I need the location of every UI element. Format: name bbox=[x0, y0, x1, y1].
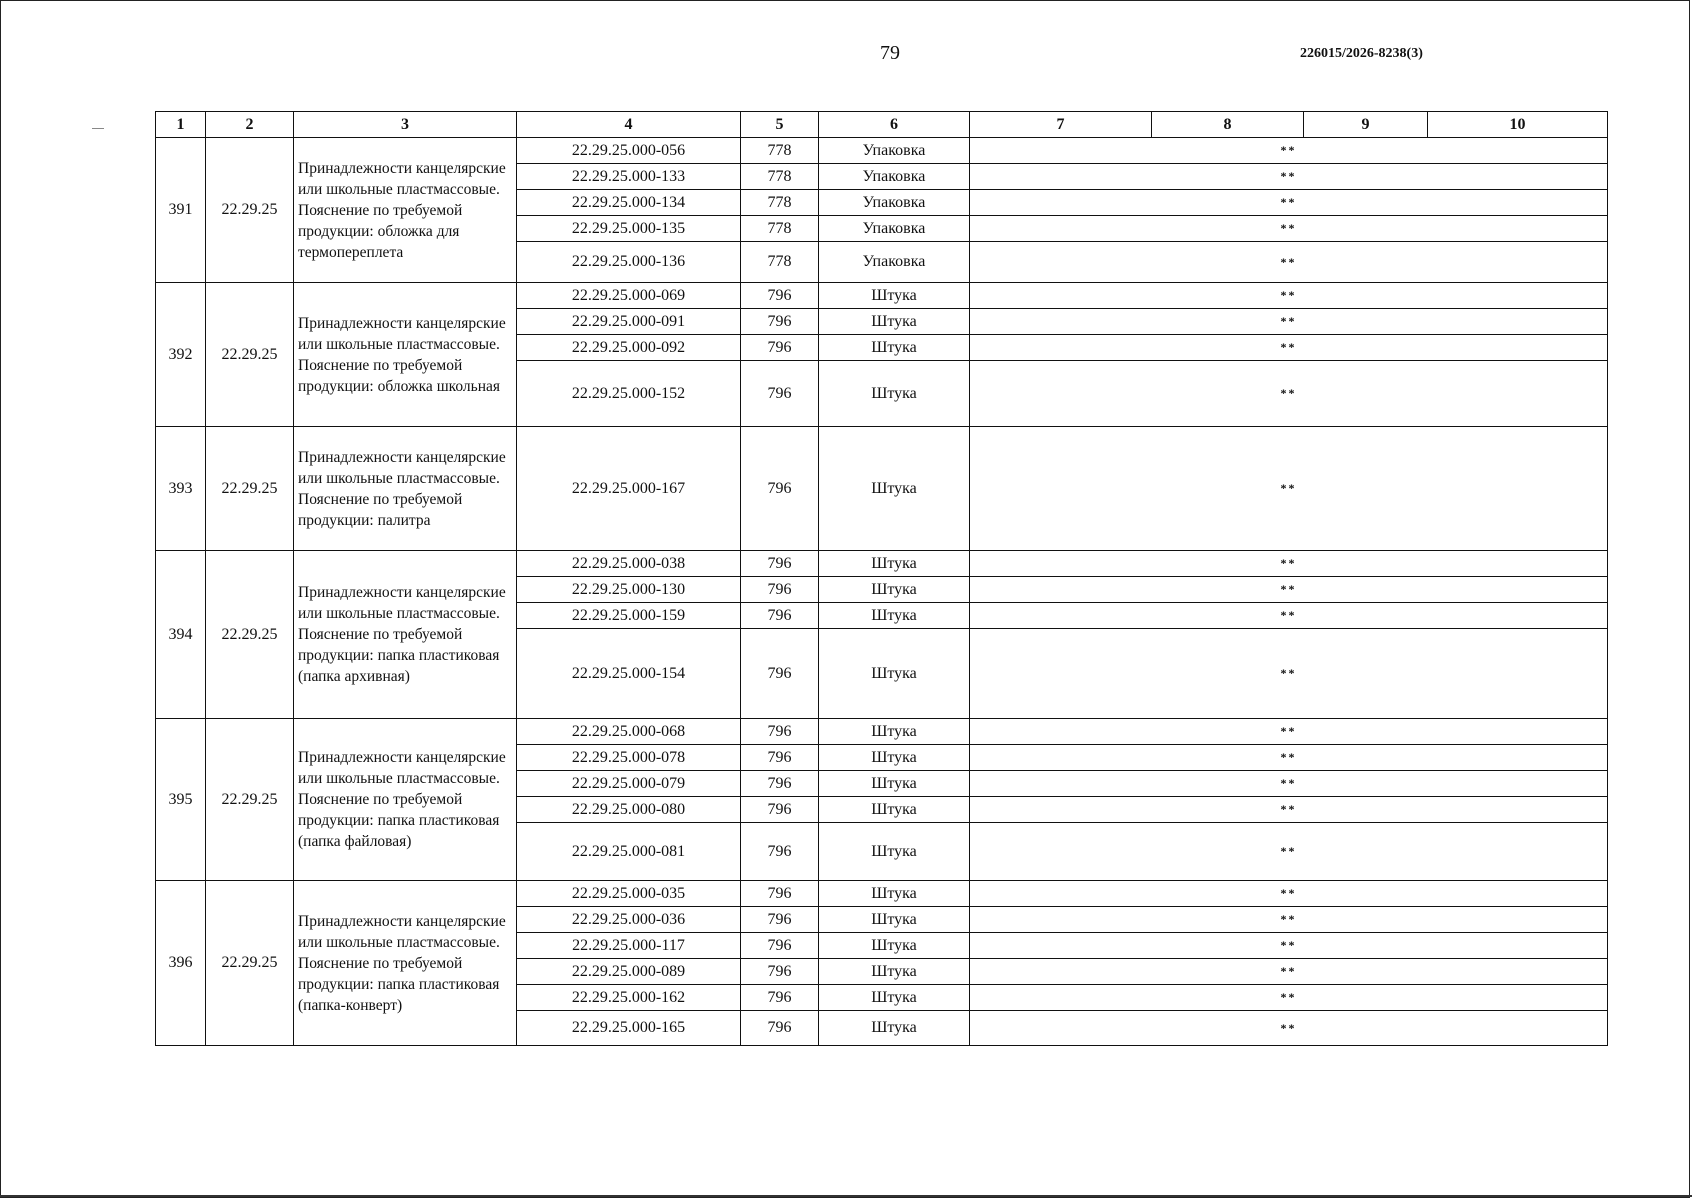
ktru-code: 22.29.25.000-154 bbox=[517, 629, 741, 719]
okei-code: 796 bbox=[741, 907, 819, 933]
unit-name: Упаковка bbox=[819, 242, 970, 283]
merged-value-cell: ** bbox=[970, 823, 1608, 881]
table-row bbox=[156, 427, 1608, 551]
unit-name: Упаковка bbox=[819, 138, 970, 164]
product-name: Принадлежности канцелярские или школьные пластмассовые. Пояснение по требуемой продукции: папка пластиковая (папка файловая) bbox=[294, 719, 517, 881]
column-header: 1 bbox=[156, 112, 206, 138]
okei-code: 796 bbox=[741, 719, 819, 745]
ktru-code: 22.29.25.000-038 bbox=[517, 551, 741, 577]
merged-value-cell: ** bbox=[970, 242, 1608, 283]
okei-code: 796 bbox=[741, 551, 819, 577]
merged-value-cell: ** bbox=[970, 577, 1608, 603]
row-number: 391 bbox=[156, 138, 206, 283]
product-name: Принадлежности канцелярские или школьные пластмассовые. Пояснение по требуемой продукции: палитра bbox=[294, 427, 517, 551]
okei-code: 796 bbox=[741, 629, 819, 719]
okei-code: 778 bbox=[741, 242, 819, 283]
unit-name: Штука bbox=[819, 551, 970, 577]
ktru-code: 22.29.25.000-069 bbox=[517, 283, 741, 309]
unit-name: Штука bbox=[819, 985, 970, 1011]
column-header-row bbox=[156, 112, 1608, 138]
product-name: Принадлежности канцелярские или школьные пластмассовые. Пояснение по требуемой продукции: папка пластиковая (папка архивная) bbox=[294, 551, 517, 719]
merged-value-cell: ** bbox=[970, 603, 1608, 629]
unit-name: Штука bbox=[819, 907, 970, 933]
unit-name: Штука bbox=[819, 427, 970, 551]
merged-value-cell: ** bbox=[970, 745, 1608, 771]
okei-code: 796 bbox=[741, 309, 819, 335]
column-header: 10 bbox=[1428, 112, 1608, 138]
page-number: 79 bbox=[880, 42, 900, 64]
unit-name: Упаковка bbox=[819, 164, 970, 190]
ktru-code: 22.29.25.000-152 bbox=[517, 361, 741, 427]
ktru-code: 22.29.25.000-056 bbox=[517, 138, 741, 164]
column-header: 4 bbox=[517, 112, 741, 138]
row-number: 393 bbox=[156, 427, 206, 551]
unit-name: Штука bbox=[819, 745, 970, 771]
okpd-code: 22.29.25 bbox=[206, 283, 294, 427]
merged-value-cell: ** bbox=[970, 771, 1608, 797]
unit-name: Штука bbox=[819, 797, 970, 823]
ktru-code: 22.29.25.000-159 bbox=[517, 603, 741, 629]
unit-name: Штука bbox=[819, 823, 970, 881]
product-name: Принадлежности канцелярские или школьные пластмассовые. Пояснение по требуемой продукции: папка пластиковая (папка-конверт) bbox=[294, 881, 517, 1046]
registry-body bbox=[156, 112, 1608, 1046]
ktru-code: 22.29.25.000-136 bbox=[517, 242, 741, 283]
ktru-code: 22.29.25.000-167 bbox=[517, 427, 741, 551]
row-number: 396 bbox=[156, 881, 206, 1046]
merged-value-cell: ** bbox=[970, 138, 1608, 164]
merged-value-cell: ** bbox=[970, 551, 1608, 577]
ktru-code: 22.29.25.000-081 bbox=[517, 823, 741, 881]
product-name: Принадлежности канцелярские или школьные пластмассовые. Пояснение по требуемой продукции: обложка для термопереплета bbox=[294, 138, 517, 283]
merged-value-cell: ** bbox=[970, 216, 1608, 242]
product-name: Принадлежности канцелярские или школьные пластмассовые. Пояснение по требуемой продукции: обложка школьная bbox=[294, 283, 517, 427]
okei-code: 796 bbox=[741, 933, 819, 959]
column-header: 3 bbox=[294, 112, 517, 138]
unit-name: Штука bbox=[819, 1011, 970, 1046]
unit-name: Штука bbox=[819, 335, 970, 361]
ktru-code: 22.29.25.000-162 bbox=[517, 985, 741, 1011]
ktru-code: 22.29.25.000-133 bbox=[517, 164, 741, 190]
column-header: 6 bbox=[819, 112, 970, 138]
row-number: 392 bbox=[156, 283, 206, 427]
okpd-code: 22.29.25 bbox=[206, 719, 294, 881]
ktru-code: 22.29.25.000-130 bbox=[517, 577, 741, 603]
merged-value-cell: ** bbox=[970, 1011, 1608, 1046]
okei-code: 778 bbox=[741, 190, 819, 216]
ktru-code: 22.29.25.000-092 bbox=[517, 335, 741, 361]
margin-mark bbox=[92, 128, 104, 129]
table-row bbox=[156, 283, 1608, 309]
okei-code: 796 bbox=[741, 427, 819, 551]
unit-name: Штука bbox=[819, 577, 970, 603]
okei-code: 778 bbox=[741, 216, 819, 242]
unit-name: Штука bbox=[819, 771, 970, 797]
okei-code: 796 bbox=[741, 283, 819, 309]
unit-name: Штука bbox=[819, 309, 970, 335]
document-reference: 226015/2026-8238(3) bbox=[1300, 46, 1423, 61]
ktru-code: 22.29.25.000-134 bbox=[517, 190, 741, 216]
unit-name: Штука bbox=[819, 881, 970, 907]
ktru-code: 22.29.25.000-080 bbox=[517, 797, 741, 823]
merged-value-cell: ** bbox=[970, 309, 1608, 335]
merged-value-cell: ** bbox=[970, 427, 1608, 551]
merged-value-cell: ** bbox=[970, 933, 1608, 959]
unit-name: Штука bbox=[819, 603, 970, 629]
okei-code: 796 bbox=[741, 881, 819, 907]
okei-code: 796 bbox=[741, 823, 819, 881]
okei-code: 778 bbox=[741, 138, 819, 164]
merged-value-cell: ** bbox=[970, 164, 1608, 190]
okei-code: 796 bbox=[741, 361, 819, 427]
table-row bbox=[156, 551, 1608, 577]
ktru-code: 22.29.25.000-165 bbox=[517, 1011, 741, 1046]
okei-code: 796 bbox=[741, 577, 819, 603]
okpd-code: 22.29.25 bbox=[206, 427, 294, 551]
ktru-code: 22.29.25.000-089 bbox=[517, 959, 741, 985]
merged-value-cell: ** bbox=[970, 361, 1608, 427]
merged-value-cell: ** bbox=[970, 283, 1608, 309]
merged-value-cell: ** bbox=[970, 881, 1608, 907]
merged-value-cell: ** bbox=[970, 190, 1608, 216]
okei-code: 796 bbox=[741, 959, 819, 985]
merged-value-cell: ** bbox=[970, 629, 1608, 719]
column-header: 7 bbox=[970, 112, 1152, 138]
column-header: 9 bbox=[1304, 112, 1428, 138]
ktru-code: 22.29.25.000-036 bbox=[517, 907, 741, 933]
unit-name: Упаковка bbox=[819, 216, 970, 242]
bottom-rule bbox=[0, 1195, 1692, 1197]
unit-name: Штука bbox=[819, 629, 970, 719]
ktru-code: 22.29.25.000-035 bbox=[517, 881, 741, 907]
unit-name: Штука bbox=[819, 361, 970, 427]
column-header: 8 bbox=[1152, 112, 1304, 138]
column-header: 2 bbox=[206, 112, 294, 138]
unit-name: Штука bbox=[819, 283, 970, 309]
unit-name: Штука bbox=[819, 933, 970, 959]
okei-code: 796 bbox=[741, 1011, 819, 1046]
column-header: 5 bbox=[741, 112, 819, 138]
ktru-code: 22.29.25.000-135 bbox=[517, 216, 741, 242]
okpd-code: 22.29.25 bbox=[206, 881, 294, 1046]
okpd-code: 22.29.25 bbox=[206, 551, 294, 719]
row-number: 394 bbox=[156, 551, 206, 719]
okei-code: 796 bbox=[741, 771, 819, 797]
merged-value-cell: ** bbox=[970, 797, 1608, 823]
table-row bbox=[156, 719, 1608, 745]
okei-code: 778 bbox=[741, 164, 819, 190]
table-row bbox=[156, 138, 1608, 164]
okei-code: 796 bbox=[741, 603, 819, 629]
ktru-code: 22.29.25.000-068 bbox=[517, 719, 741, 745]
table-row bbox=[156, 881, 1608, 907]
row-number: 395 bbox=[156, 719, 206, 881]
merged-value-cell: ** bbox=[970, 959, 1608, 985]
unit-name: Штука bbox=[819, 959, 970, 985]
okpd-code: 22.29.25 bbox=[206, 138, 294, 283]
merged-value-cell: ** bbox=[970, 907, 1608, 933]
registry-table bbox=[155, 111, 1608, 1046]
okei-code: 796 bbox=[741, 797, 819, 823]
unit-name: Штука bbox=[819, 719, 970, 745]
merged-value-cell: ** bbox=[970, 335, 1608, 361]
okei-code: 796 bbox=[741, 985, 819, 1011]
merged-value-cell: ** bbox=[970, 719, 1608, 745]
ktru-code: 22.29.25.000-091 bbox=[517, 309, 741, 335]
okei-code: 796 bbox=[741, 745, 819, 771]
ktru-code: 22.29.25.000-117 bbox=[517, 933, 741, 959]
unit-name: Упаковка bbox=[819, 190, 970, 216]
okei-code: 796 bbox=[741, 335, 819, 361]
ktru-code: 22.29.25.000-079 bbox=[517, 771, 741, 797]
ktru-code: 22.29.25.000-078 bbox=[517, 745, 741, 771]
merged-value-cell: ** bbox=[970, 985, 1608, 1011]
